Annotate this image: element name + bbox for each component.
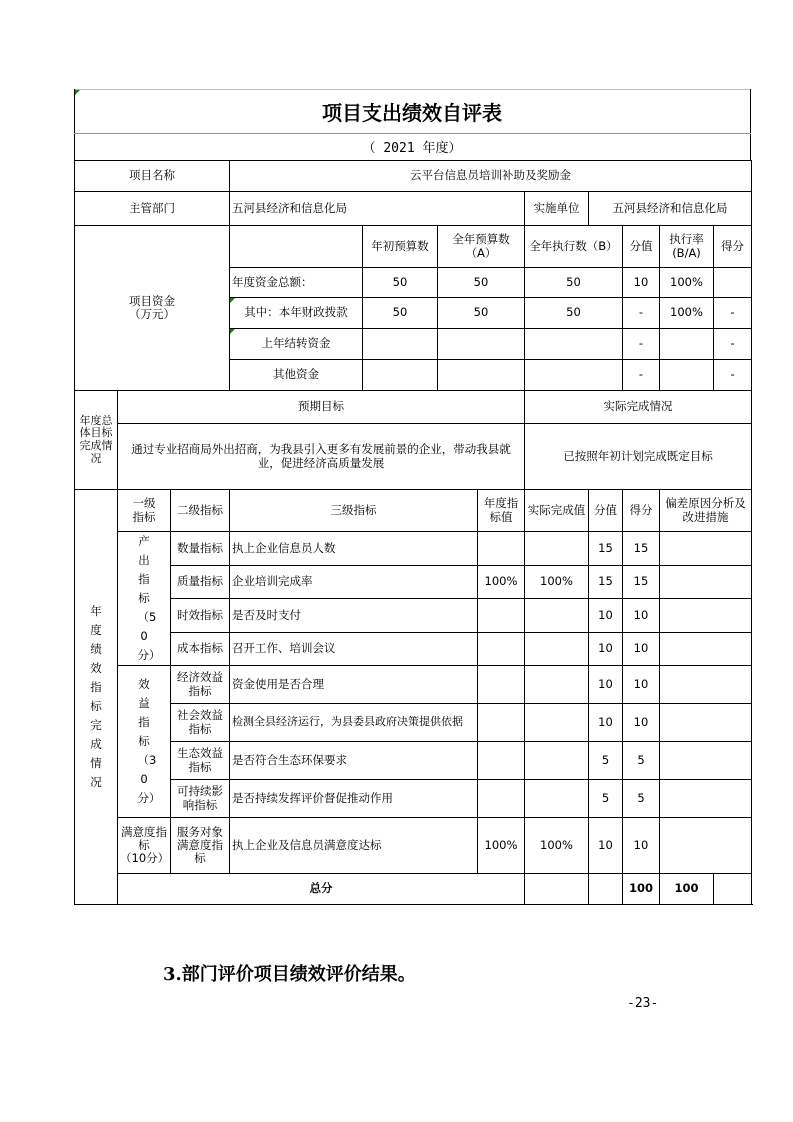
project-name-value: 云平台信息员培训补助及奖励金 xyxy=(230,161,752,192)
dept-value: 五河县经济和信息化局 xyxy=(230,192,525,226)
value-cell: 10 xyxy=(589,666,623,704)
table-row xyxy=(75,532,752,566)
funds-label: 项目资金 （万元） xyxy=(75,226,230,391)
impl-value: 五河县经济和信息化局 xyxy=(589,192,752,226)
note-cell xyxy=(660,565,752,599)
funds-row-rate: 100% xyxy=(660,298,714,329)
table-row xyxy=(75,490,752,532)
value-cell: 10 xyxy=(589,704,623,742)
target-cell xyxy=(478,704,525,742)
level3-cell: 执上企业信息员人数 xyxy=(230,532,478,566)
funds-row-name: 其他资金 xyxy=(230,360,363,391)
funds-row-exec: 50 xyxy=(525,268,623,298)
table-row xyxy=(75,666,752,704)
funds-row-score-value: 10 xyxy=(623,268,660,298)
level3-cell: 是否符合生态环保要求 xyxy=(230,742,478,780)
table-row xyxy=(75,874,752,905)
funds-row-exec xyxy=(525,360,623,391)
actual-cell xyxy=(525,599,589,633)
cell-marker-icon xyxy=(230,329,235,334)
note-cell xyxy=(660,599,752,633)
score-cell: 10 xyxy=(623,818,660,874)
table-row xyxy=(75,192,752,226)
funds-row-exec: 50 xyxy=(525,298,623,329)
score-cell: 15 xyxy=(623,565,660,599)
level2-cell: 生态效益 指标 xyxy=(171,742,230,780)
score-cell: 10 xyxy=(623,599,660,633)
table-row xyxy=(75,632,752,666)
level3-cell: 检测全县经济运行，为县委县政府决策提供依据 xyxy=(230,704,478,742)
goals-label: 年度总体目标完成情况 xyxy=(75,391,118,490)
funds-row-init: 50 xyxy=(363,268,438,298)
level3-cell: 执上企业及信息员满意度达标 xyxy=(230,818,478,874)
ind-header-value: 分值 xyxy=(589,490,623,532)
funds-row-rate: 100% xyxy=(660,268,714,298)
table-row xyxy=(75,780,752,818)
score-cell: 10 xyxy=(623,632,660,666)
funds-row-exec xyxy=(525,329,623,360)
cell-marker-icon xyxy=(230,298,235,303)
score-cell: 5 xyxy=(623,780,660,818)
goals-expected: 通过专业招商局外出招商，为我县引入更多有发展前景的企业，带动我县就业，促进经济高质量发展 xyxy=(118,424,525,490)
funds-header-init: 年初预算数 xyxy=(363,226,438,268)
total-label: 总分 xyxy=(118,874,525,905)
indicators-label: 年度绩效指标完成情况 xyxy=(75,490,118,905)
funds-row-score-value: - xyxy=(623,298,660,329)
table-row xyxy=(75,704,752,742)
level2-cell: 时效指标 xyxy=(171,599,230,633)
level1-satisfaction: 满意度指 标 （10分） xyxy=(118,818,171,874)
page-number: -23- xyxy=(627,996,659,1011)
level2-cell: 经济效益 指标 xyxy=(171,666,230,704)
target-cell xyxy=(478,599,525,633)
goals-actual-header: 实际完成情况 xyxy=(525,391,752,424)
dept-label: 主管部门 xyxy=(75,192,230,226)
level2-cell: 质量指标 xyxy=(171,565,230,599)
table-row xyxy=(75,424,752,490)
value-cell: 5 xyxy=(589,780,623,818)
funds-row-init xyxy=(363,360,438,391)
funds-row-score: - xyxy=(714,329,752,360)
level3-cell: 资金使用是否合理 xyxy=(230,666,478,704)
level1-benefit: 效益指标 （30分） xyxy=(118,666,171,818)
total-score: 100 xyxy=(660,874,714,905)
table-row xyxy=(75,599,752,633)
value-cell: 10 xyxy=(589,632,623,666)
score-cell: 15 xyxy=(623,532,660,566)
value-cell: 10 xyxy=(589,818,623,874)
total-note xyxy=(714,874,752,905)
ind-header-level1: 一级 指标 xyxy=(118,490,171,532)
value-cell: 10 xyxy=(589,599,623,633)
note-cell xyxy=(660,632,752,666)
funds-header-blank xyxy=(230,226,363,268)
actual-cell xyxy=(525,704,589,742)
value-cell: 5 xyxy=(589,742,623,780)
actual-cell xyxy=(525,532,589,566)
funds-row-score xyxy=(714,268,752,298)
actual-cell: 100% xyxy=(525,818,589,874)
funds-row-name: 年度资金总额： xyxy=(230,268,363,298)
funds-row-name: 上年结转资金 xyxy=(230,329,363,360)
value-cell: 15 xyxy=(589,532,623,566)
total-target xyxy=(525,874,589,905)
actual-cell xyxy=(525,632,589,666)
funds-row-score-value: - xyxy=(623,360,660,391)
table-row xyxy=(75,565,752,599)
target-cell xyxy=(478,632,525,666)
ind-header-level2: 二级指标 xyxy=(171,490,230,532)
level2-cell: 社会效益 指标 xyxy=(171,704,230,742)
year-line: （ 2021 年度） xyxy=(362,141,462,156)
funds-row-init xyxy=(363,329,438,360)
funds-header-exec: 全年执行数（B） xyxy=(525,226,623,268)
goals-expected-header: 预期目标 xyxy=(118,391,525,424)
table-row xyxy=(75,226,752,268)
frame-right-border xyxy=(750,89,751,160)
performance-table xyxy=(74,160,752,905)
level3-cell: 是否及时支付 xyxy=(230,599,478,633)
table-row xyxy=(75,391,752,424)
funds-header-rate: 执行率 (B/A) xyxy=(660,226,714,268)
actual-cell xyxy=(525,780,589,818)
table-row xyxy=(75,161,752,192)
funds-row-score: - xyxy=(714,360,752,391)
funds-row-score-value: - xyxy=(623,329,660,360)
funds-row-annual xyxy=(438,360,525,391)
level1-output: 产出指标 （50分） xyxy=(118,532,171,666)
funds-row-score: - xyxy=(714,298,752,329)
level2-cell: 服务对象 满意度指 标 xyxy=(171,818,230,874)
table-row xyxy=(75,818,752,874)
value-cell: 15 xyxy=(589,565,623,599)
note-cell xyxy=(660,742,752,780)
note-cell xyxy=(660,780,752,818)
project-name-label: 项目名称 xyxy=(75,161,230,192)
funds-row-rate xyxy=(660,360,714,391)
level3-cell: 召开工作、培训会议 xyxy=(230,632,478,666)
ind-header-level3: 三级指标 xyxy=(230,490,478,532)
funds-row-annual: 50 xyxy=(438,268,525,298)
actual-cell xyxy=(525,666,589,704)
note-cell xyxy=(660,666,752,704)
funds-row-rate xyxy=(660,329,714,360)
total-actual xyxy=(589,874,623,905)
total-value: 100 xyxy=(623,874,660,905)
score-cell: 10 xyxy=(623,666,660,704)
target-cell: 100% xyxy=(478,818,525,874)
target-cell xyxy=(478,532,525,566)
funds-row-name: 其中：本年财政拨款 xyxy=(230,298,363,329)
note-cell xyxy=(660,532,752,566)
impl-label: 实施单位 xyxy=(525,192,589,226)
target-cell xyxy=(478,780,525,818)
score-cell: 5 xyxy=(623,742,660,780)
funds-row-annual xyxy=(438,329,525,360)
funds-row-init: 50 xyxy=(363,298,438,329)
table-row xyxy=(75,742,752,780)
note-cell xyxy=(660,704,752,742)
level3-cell: 企业培训完成率 xyxy=(230,565,478,599)
target-cell xyxy=(478,742,525,780)
target-cell xyxy=(478,666,525,704)
section-title: 3.部门评价项目绩效评价结果。 xyxy=(163,964,416,985)
funds-header-score-value: 分值 xyxy=(623,226,660,268)
level2-cell: 可持续影 响指标 xyxy=(171,780,230,818)
funds-header-annual: 全年预算数 （A） xyxy=(438,226,525,268)
ind-header-actual: 实际完成值 xyxy=(525,490,589,532)
level3-cell: 是否持续发挥评价督促推动作用 xyxy=(230,780,478,818)
target-cell: 100% xyxy=(478,565,525,599)
level2-cell: 成本指标 xyxy=(171,632,230,666)
funds-row-annual: 50 xyxy=(438,298,525,329)
goals-actual: 已按照年初计划完成既定目标 xyxy=(525,424,752,490)
score-cell: 10 xyxy=(623,704,660,742)
ind-header-note: 偏差原因分析及 改进措施 xyxy=(660,490,752,532)
ind-header-target: 年度指 标值 xyxy=(478,490,525,532)
actual-cell: 100% xyxy=(525,565,589,599)
actual-cell xyxy=(525,742,589,780)
note-cell xyxy=(660,818,752,874)
funds-header-score: 得分 xyxy=(714,226,752,268)
level2-cell: 数量指标 xyxy=(171,532,230,566)
page-title: 项目支出绩效自评表 xyxy=(322,100,502,125)
ind-header-score: 得分 xyxy=(623,490,660,532)
